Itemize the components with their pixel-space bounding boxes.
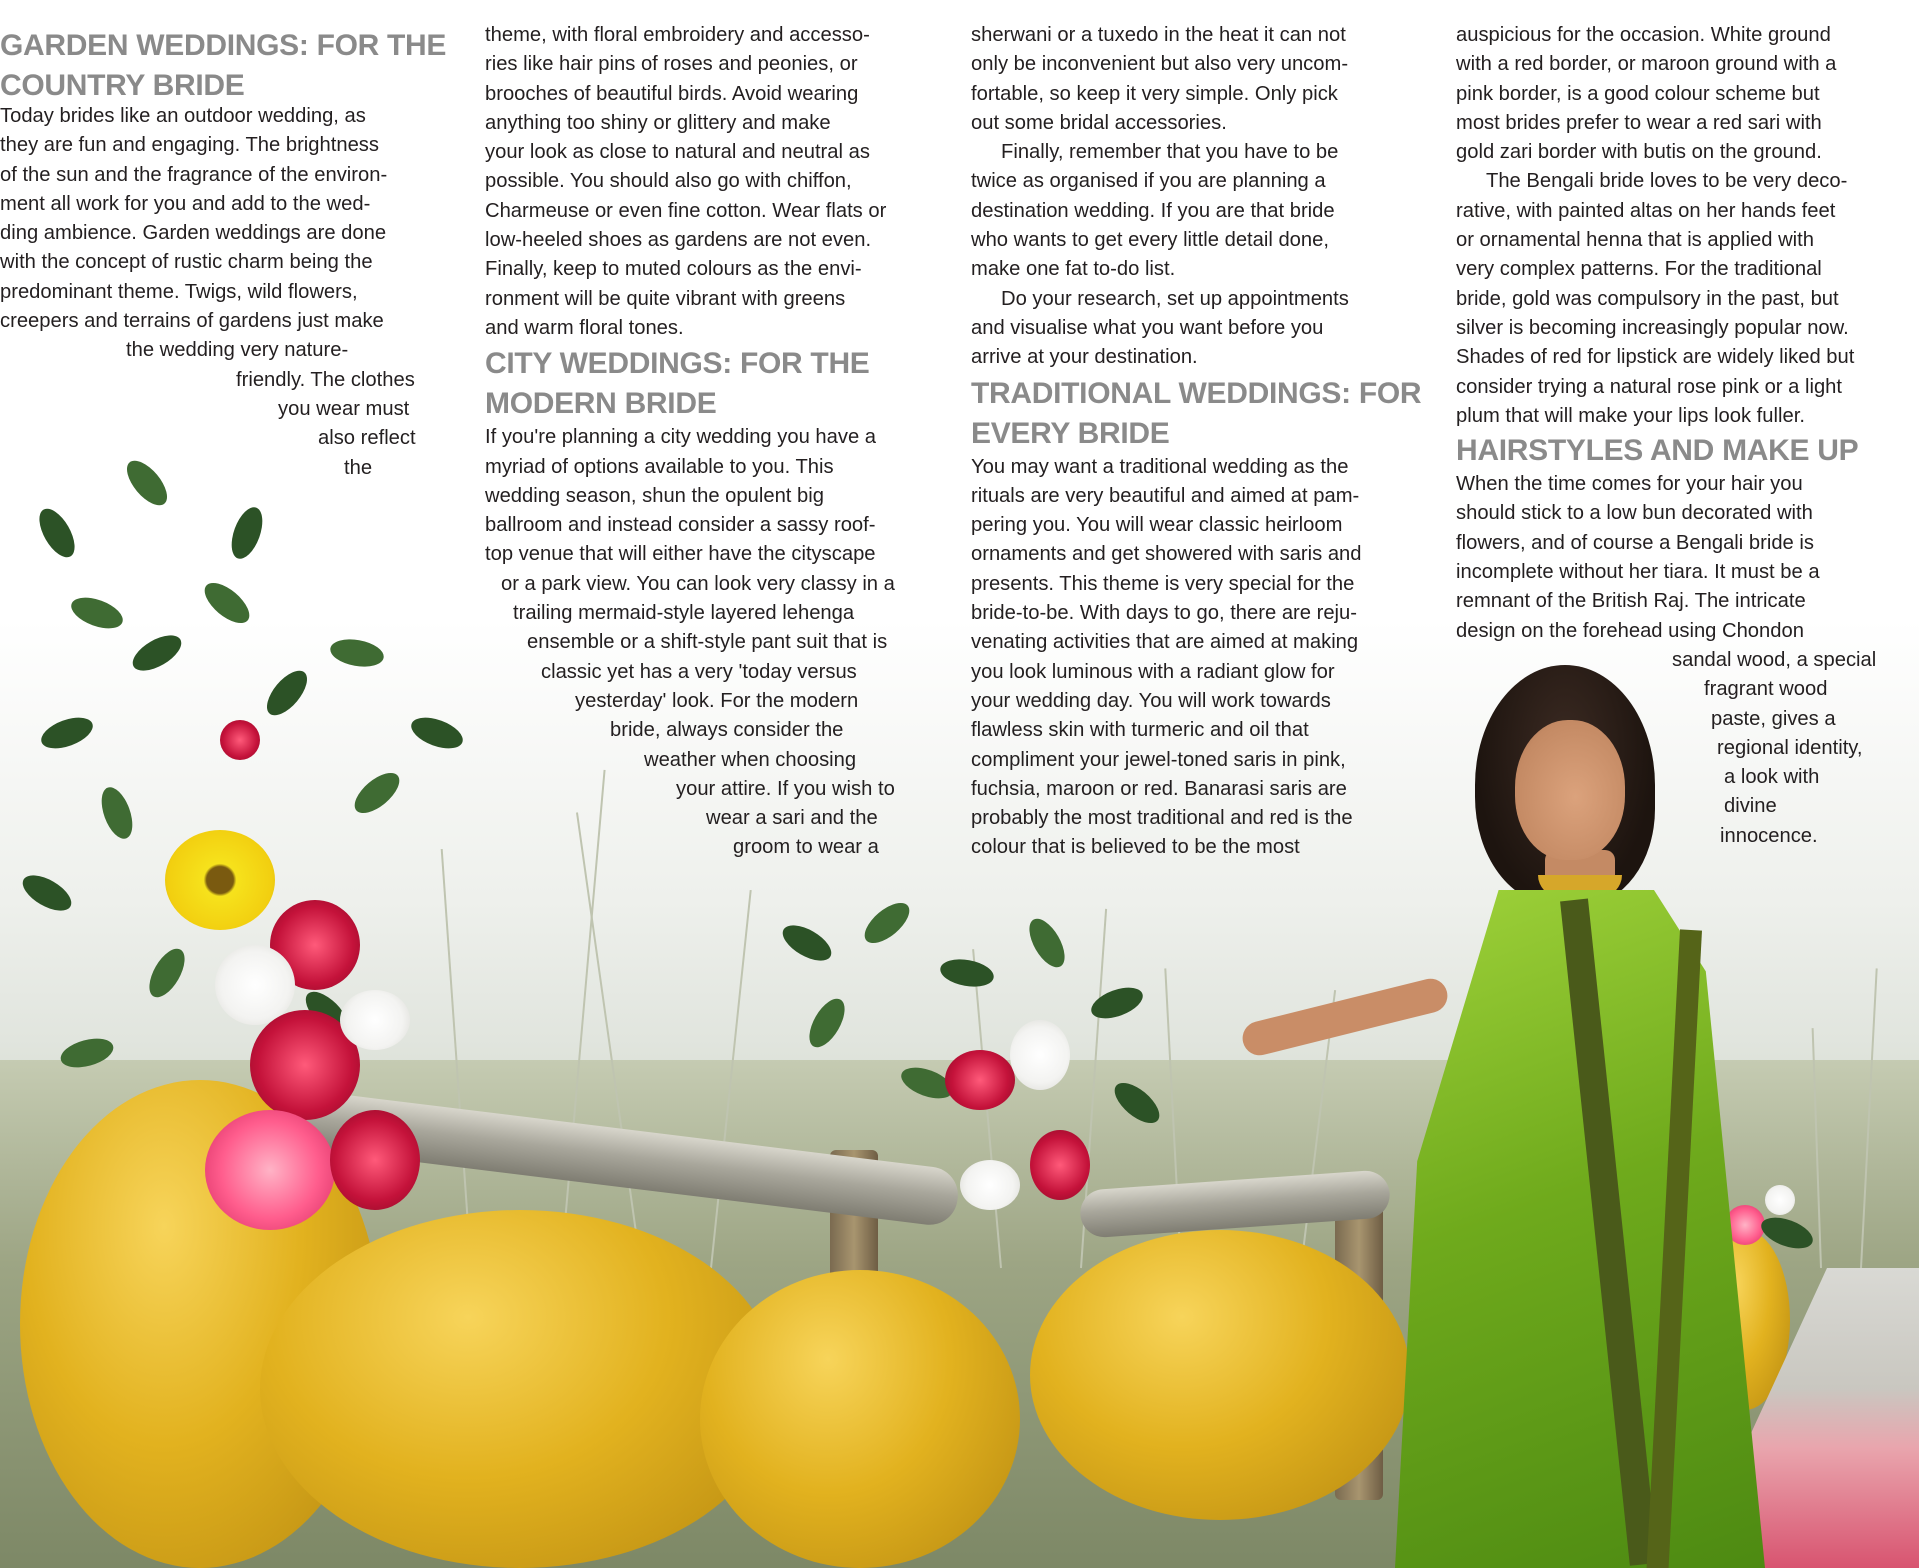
text-line: very complex patterns. For the traditional (1456, 258, 1822, 281)
text-line: also reflect (318, 427, 416, 450)
text-line: your wedding day. You will work towards (971, 689, 1331, 712)
text-line: ding ambience. Garden weddings are done (0, 222, 387, 245)
text-line: ensemble or a shift-style pant suit that is (527, 631, 888, 654)
white-flower (340, 990, 410, 1050)
heading-line: CITY WEDDINGS: FOR THE (485, 347, 870, 381)
text-line: design on the forehead using Chondon (1456, 619, 1804, 642)
text-line: ment all work for you and add to the wed- (0, 192, 371, 215)
text-line: Today brides like an outdoor wedding, as (0, 105, 366, 127)
article-column-4 (1456, 21, 1876, 851)
text-line: should stick to a low bun decorated with (1456, 502, 1813, 525)
section-heading (485, 344, 895, 424)
text-line: and visualise what you want before you (971, 316, 1324, 339)
text-line: ornaments and get showered with saris and (971, 543, 1362, 566)
text-line: sandal wood, a special (1672, 648, 1877, 671)
text-line: ries like hair pins of roses and peonies, or (485, 53, 858, 76)
text-line: you wear must (278, 397, 410, 420)
text-line: You may want a traditional wedding as the (971, 455, 1349, 478)
pink-flower (205, 1110, 335, 1230)
text-line: make one fat to-do list. (971, 258, 1176, 281)
text-line: of the sun and the fragrance of the environ- (0, 163, 388, 186)
text-line: possible. You should also go with chiffon, (485, 170, 852, 193)
text-line: silver is becoming increasingly popular now. (1456, 316, 1849, 339)
text-line: bride-to-be. With days to go, there are reju- (971, 602, 1357, 625)
text-line: wedding season, shun the opulent big (485, 484, 824, 507)
text-line: low-heeled shoes as gardens are not even. (485, 229, 872, 252)
text-line: only be inconvenient but also very uncom- (971, 53, 1349, 76)
text-line: presents. This theme is very special for the (971, 572, 1355, 595)
text-line: the (344, 456, 373, 479)
text-line: top venue that will either have the cityscape (485, 543, 876, 566)
heading-line: EVERY BRIDE (971, 416, 1170, 450)
text-line: ballroom and instead consider a sassy roof- (485, 514, 876, 537)
text-line: venating activities that are aimed at making (971, 631, 1359, 654)
red-flower (1030, 1130, 1090, 1200)
text-line: trailing mermaid-style layered lehenga (513, 602, 855, 625)
yellow-drape (700, 1270, 1020, 1568)
paragraph (1456, 21, 1876, 431)
article-column-3 (971, 21, 1421, 863)
text-line: or a park view. You can look very classy in a (501, 572, 895, 595)
white-flower (960, 1160, 1020, 1210)
text-line: colour that is believed to be the most (971, 836, 1300, 859)
red-flower (220, 720, 260, 760)
text-line: arrive at your destination. (971, 346, 1198, 369)
text-line: with the concept of rustic charm being the (0, 251, 373, 274)
text-line: your attire. If you wish to (676, 777, 895, 800)
text-line: ronment will be quite vibrant with greens (485, 287, 846, 310)
section-heading (971, 374, 1421, 454)
text-line: fragrant wood (1704, 678, 1828, 701)
paragraph (485, 21, 895, 343)
text-line: anything too shiny or glittery and make (485, 111, 831, 134)
text-line: pering you. You will wear classic heirloom (971, 514, 1343, 537)
text-line: you look luminous with a radiant glow for (971, 660, 1335, 683)
text-line: compliment your jewel-toned saris in pink, (971, 748, 1346, 771)
article-column-2 (485, 21, 895, 863)
yellow-drape (260, 1210, 780, 1568)
text-line: who wants to get every little detail done, (971, 229, 1329, 252)
text-line: gold zari border with butis on the ground. (1456, 141, 1822, 164)
text-line: destination wedding. If you are that bride (971, 199, 1335, 222)
text-line: or ornamental henna that is applied with (1456, 229, 1814, 252)
heading-line: COUNTRY BRIDE (0, 69, 245, 102)
text-line: bride, gold was compulsory in the past, but (1456, 287, 1839, 310)
paragraph (0, 102, 446, 483)
text-line: The Bengali bride loves to be very deco- (1486, 170, 1848, 193)
text-line: fuchsia, maroon or red. Banarasi saris are (971, 777, 1347, 800)
text-line: When the time comes for your hair you (1456, 473, 1803, 496)
text-line: out some bridal accessories. (971, 111, 1227, 134)
text-line: and warm floral tones. (485, 316, 684, 339)
paragraph (971, 21, 1421, 373)
text-line: innocence. (1720, 824, 1818, 847)
text-line: plum that will make your lips look fuller. (1456, 404, 1805, 427)
text-line: Finally, remember that you have to be (1001, 141, 1339, 164)
text-line: flowers, and of course a Bengali bride is (1456, 531, 1814, 554)
text-line: flawless skin with turmeric and oil that (971, 719, 1309, 742)
text-line: probably the most traditional and red is the (971, 807, 1353, 830)
text-line: incomplete without her tiara. It must be a (1456, 561, 1820, 584)
text-line: most brides prefer to wear a red sari with (1456, 111, 1822, 134)
text-line: rative, with painted altas on her hands feet (1456, 199, 1836, 222)
text-line: your look as close to natural and neutral as (485, 141, 870, 164)
text-line: regional identity, (1717, 736, 1863, 759)
text-line: Shades of red for lipstick are widely liked but (1456, 346, 1855, 369)
text-line: auspicious for the occasion. White ground (1456, 24, 1831, 46)
heading-line: TRADITIONAL WEDDINGS: FOR (971, 376, 1422, 410)
text-line: friendly. The clothes (236, 368, 415, 391)
paragraph (971, 453, 1421, 863)
text-line: Finally, keep to muted colours as the envi- (485, 258, 862, 281)
text-line: pink border, is a good colour scheme but (1456, 82, 1820, 105)
text-line: remnant of the British Raj. The intricate (1456, 590, 1806, 613)
heading-line: MODERN BRIDE (485, 387, 717, 421)
text-line: brooches of beautiful birds. Avoid wearing (485, 82, 859, 105)
text-line: fortable, so keep it very simple. Only pick (971, 82, 1338, 105)
text-line: groom to wear a (733, 836, 879, 859)
white-flower (215, 945, 295, 1025)
text-line: Do your research, set up appointments (1001, 287, 1349, 310)
white-flower (1765, 1185, 1795, 1215)
text-line: If you're planning a city wedding you have a (485, 426, 877, 449)
paragraph (1456, 470, 1876, 851)
text-line: rituals are very beautiful and aimed at pam- (971, 484, 1360, 507)
text-line: classic yet has a very 'today versus (541, 660, 857, 683)
text-line: wear a sari and the (706, 807, 878, 830)
text-line: with a red border, or maroon ground with a (1456, 53, 1837, 76)
section-heading (1456, 431, 1876, 471)
paragraph (485, 423, 895, 862)
article-column-1 (0, 26, 446, 483)
text-line: theme, with floral embroidery and accesso- (485, 24, 870, 46)
text-line: paste, gives a (1711, 707, 1836, 730)
text-line: Charmeuse or even fine cotton. Wear flats or (485, 199, 887, 222)
text-line: bride, always consider the (610, 719, 844, 742)
text-line: a look with (1724, 766, 1820, 789)
heading-line: GARDEN WEDDINGS: FOR THE (0, 29, 447, 62)
text-line: they are fun and engaging. The brightness (0, 134, 379, 157)
red-flower (945, 1050, 1015, 1110)
yellow-flower (165, 830, 275, 930)
yellow-drape (1030, 1230, 1410, 1520)
text-line: yesterday' look. For the modern (575, 689, 859, 712)
text-line: weather when choosing (644, 748, 857, 771)
text-line: creepers and terrains of gardens just make (0, 310, 384, 333)
red-flower (330, 1110, 420, 1210)
section-heading (0, 26, 446, 106)
text-line: the wedding very nature- (126, 339, 349, 362)
text-line: consider trying a natural rose pink or a light (1456, 375, 1843, 398)
text-line: divine (1724, 795, 1777, 818)
white-flower (1010, 1020, 1070, 1090)
text-line: sherwani or a tuxedo in the heat it can not (971, 24, 1346, 46)
heading-line: HAIRSTYLES AND MAKE UP (1456, 434, 1859, 468)
text-line: predominant theme. Twigs, wild flowers, (0, 280, 358, 303)
text-line: myriad of options available to you. This (485, 455, 834, 478)
text-line: twice as organised if you are planning a (971, 170, 1326, 193)
